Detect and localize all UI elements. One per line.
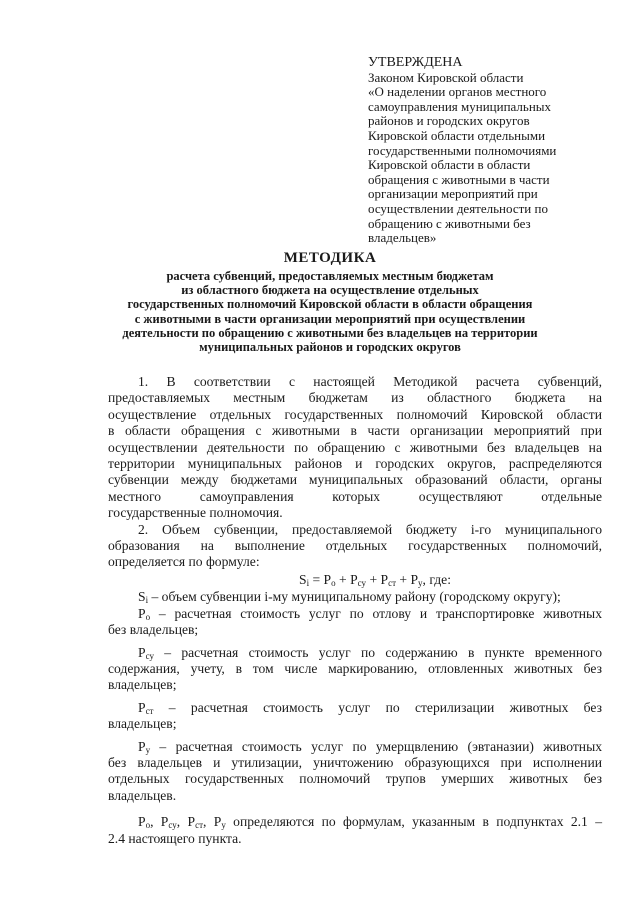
definition-pu: $P_у$ – расчетная стоимость услуг по умерщвлению (эвтаназии) животных без владельцев и утилизации, уничтожению образующихся при исполнении отдельных государственных полномочий трупов умерших животных без владельцев.	[108, 738, 602, 803]
text-line: в области обращения с животными в части организации мероприятий при	[108, 423, 602, 439]
title-line: муниципальных районов и городских округов	[199, 340, 461, 355]
definition-pst: $P_{ст}$ – расчетная стоимость услуг по стерилизации животных без владельцев;	[108, 699, 602, 732]
text-line: государственные полномочия.	[108, 505, 283, 521]
text-line: 1. В соответствии с настоящей Методикой расчета субвенций,	[138, 374, 602, 389]
approval-line: Кировской области отдельными	[368, 127, 546, 143]
text-line: территории муниципальных районов и городских округов, распределяются	[108, 456, 602, 472]
text-line: местного самоуправления которых осуществляют отдельные	[108, 488, 602, 504]
title-heading: МЕТОДИКА	[283, 250, 377, 266]
title-line: государственных полномочий Кировской области в области обращения	[127, 297, 533, 312]
paragraph-2	[108, 522, 602, 571]
paragraph-1	[108, 374, 602, 522]
approval-line: организации мероприятий при	[368, 186, 538, 202]
document-body	[108, 374, 602, 847]
definition-psu: $P_{су}$ – расчетная стоимость услуг по содержанию в пункте временного содержания, учету, в том числе маркированию, отловленных животных без владельцев;	[108, 644, 602, 693]
approval-label: УТВЕРЖДЕНА	[368, 55, 463, 70]
title-line: с животными в части организации мероприятий при осуществлении	[134, 311, 526, 326]
approval-line: районов и городских округов	[368, 113, 530, 129]
title-line: из областного бюджета на осуществление отдельных	[181, 283, 479, 298]
text-line: осуществлении деятельности по обращению с животными без владельцев на	[108, 439, 602, 455]
approval-stamp	[368, 56, 598, 246]
definition-po: $P_о$ – расчетная стоимость услуг по отлову и транспортировке животных без владельцев;	[108, 605, 602, 638]
approval-line: Законом Кировской области	[368, 69, 524, 85]
approval-line: государственными полномочиями	[368, 142, 557, 158]
approval-line: владельцев»	[368, 230, 437, 246]
approval-line: «О наделении органов местного	[368, 84, 547, 100]
text-line: предоставляемых местным бюджетам из областного бюджета на	[108, 390, 602, 406]
approval-line: самоуправления муниципальных	[368, 98, 552, 114]
title-line: расчета субвенций, предоставляемых местным бюджетам	[166, 269, 494, 283]
text-line: 2. Объем субвенции, предоставляемой бюджету i-го муниципального	[138, 521, 602, 537]
subvention-formula: $S_i = P_о + P_{су} + P_{ст} + P_у$, где:	[299, 571, 451, 588]
text-line: образования на выполнение отдельных государственных полномочий,	[108, 538, 602, 554]
text-line: определяется по формуле:	[108, 554, 260, 570]
document-title	[60, 250, 600, 354]
definition-si: $S_i$ – объем субвенции i-му муниципальному району (городскому округу);	[138, 589, 561, 606]
approval-line: обращению с животными без	[368, 215, 531, 231]
text-line: осуществление отдельных государственных полномочий Кировской области	[108, 406, 602, 422]
text-line: субвенции между бюджетами муниципальных образований области, органы	[108, 472, 602, 488]
approval-line: осуществлении деятельности по	[368, 200, 548, 216]
closing-paragraph: $P_о$, $P_{су}$, $P_{ст}$, $P_у$ определяются по формулам, указанным в подпунктах 2.1 – 2.4 настоящего пункта.	[108, 814, 603, 846]
approval-line: обращения с животными в части	[368, 171, 550, 187]
approval-line: Кировской области в области	[368, 157, 531, 173]
title-line: деятельности по обращению с животными без владельцев на территории	[122, 325, 538, 340]
